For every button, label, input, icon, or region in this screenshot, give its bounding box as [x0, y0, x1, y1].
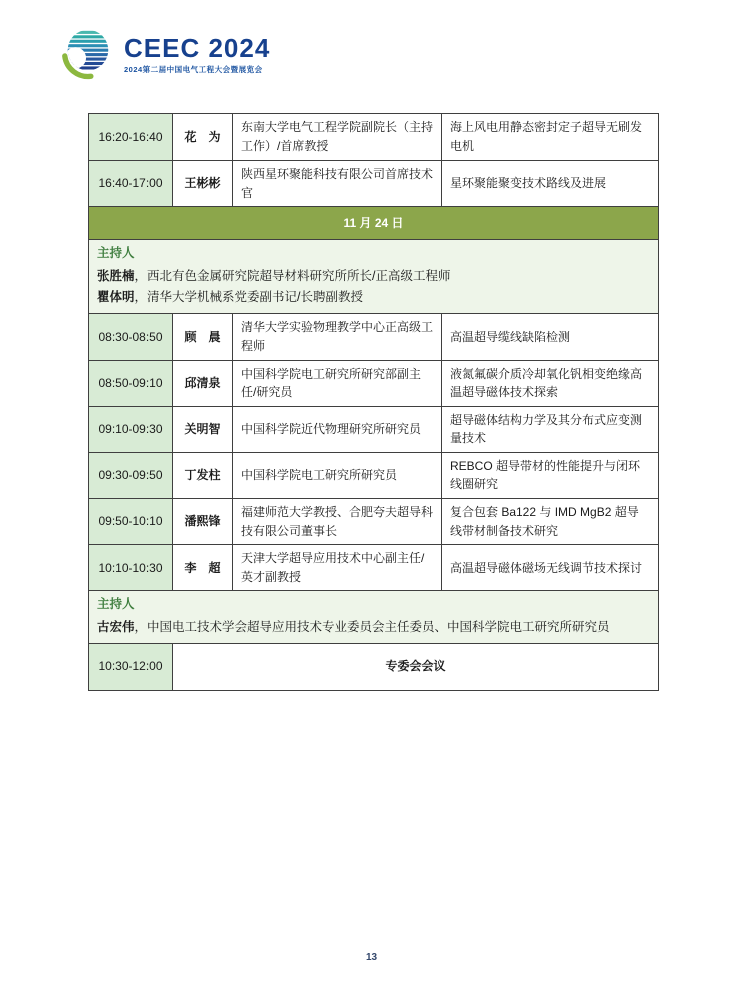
chair-desc: ，清华大学机械系党委副书记/长聘副教授 — [134, 290, 363, 305]
chair-name: 张胜楠 — [97, 268, 135, 283]
speaker-name-cell: 花 为 — [173, 114, 233, 161]
speaker-name-cell: 顾 晨 — [173, 314, 233, 360]
globe-logo-icon — [58, 26, 116, 84]
chair-label: 主持人 — [97, 597, 135, 612]
speaker-title-cell: 中国科学院电工研究所研究部副主任/研究员 — [233, 360, 442, 406]
ceec-logo — [58, 26, 270, 84]
table-row — [89, 643, 659, 690]
time-cell: 10:10-10:30 — [89, 545, 173, 591]
schedule-table — [88, 113, 659, 691]
chair-label: 主持人 — [97, 246, 135, 261]
time-cell: 08:30-08:50 — [89, 314, 173, 360]
table-row — [89, 499, 659, 545]
chairs-row — [89, 591, 659, 643]
speaker-title-cell: 中国科学院电工研究所研究员 — [233, 452, 442, 498]
table-row — [89, 452, 659, 498]
time-cell: 16:40-17:00 — [89, 161, 173, 207]
chairs-row — [89, 240, 659, 314]
talk-topic-cell: 高温超导缆线缺陷检测 — [442, 314, 659, 360]
speaker-title-cell: 东南大学电气工程学院副院长（主持工作）/首席教授 — [233, 114, 442, 161]
chair-name: 古宏伟 — [97, 619, 135, 634]
logo-title: CEEC 2024 — [124, 32, 271, 63]
table-row — [89, 314, 659, 360]
time-cell: 10:30-12:00 — [89, 643, 173, 690]
date-header: 11 月 24 日 — [89, 207, 659, 240]
speaker-title-cell: 陕西星环聚能科技有限公司首席技术官 — [233, 161, 442, 207]
table-row — [89, 545, 659, 591]
time-cell: 09:50-10:10 — [89, 499, 173, 545]
speaker-name-cell: 关明智 — [173, 406, 233, 452]
talk-topic-cell: 高温超导磁体磁场无线调节技术探讨 — [442, 545, 659, 591]
speaker-name-cell: 李 超 — [173, 545, 233, 591]
page-number: 13 — [365, 952, 378, 963]
chair-desc: ，西北有色金属研究院超导材料研究所所长/正高级工程师 — [134, 268, 451, 283]
meeting-cell: 专委会会议 — [173, 643, 659, 690]
speaker-name-cell: 潘熙锋 — [173, 499, 233, 545]
chairs-section — [89, 591, 659, 643]
time-cell: 16:20-16:40 — [89, 114, 173, 161]
talk-topic-cell: 液氮氟碳介质冷却氧化钒相变绝缘高温超导磁体技术探索 — [442, 360, 659, 406]
speaker-name-cell: 王彬彬 — [173, 161, 233, 207]
chairs-section — [89, 240, 659, 314]
speaker-title-cell: 福建师范大学教授、合肥夸夫超导科技有限公司董事长 — [233, 499, 442, 545]
time-cell: 08:50-09:10 — [89, 360, 173, 406]
speaker-title-cell: 清华大学实验物理教学中心正高级工程师 — [233, 314, 442, 360]
talk-topic-cell: 超导磁体结构力学及其分布式应变测量技术 — [442, 406, 659, 452]
chair-desc: ，中国电工技术学会超导应用技术专业委员会主任委员、中国科学院电工研究所研究员 — [134, 619, 610, 634]
speaker-title-cell: 天津大学超导应用技术中心副主任/英才副教授 — [233, 545, 442, 591]
chair-person — [97, 617, 650, 639]
date-header-row — [89, 207, 659, 240]
table-row — [89, 114, 659, 161]
talk-topic-cell: 复合包套 Ba122 与 IMD MgB2 超导线带材制备技术研究 — [442, 499, 659, 545]
time-cell: 09:10-09:30 — [89, 406, 173, 452]
chair-person — [97, 266, 650, 288]
speaker-name-cell: 邱清泉 — [173, 360, 233, 406]
speaker-name-cell: 丁发柱 — [173, 452, 233, 498]
table-row — [89, 161, 659, 207]
table-row — [89, 406, 659, 452]
logo-subtitle: 2024第二届中国电气工程大会暨展览会 — [124, 65, 263, 75]
time-cell: 09:30-09:50 — [89, 452, 173, 498]
table-row — [89, 360, 659, 406]
speaker-title-cell: 中国科学院近代物理研究所研究员 — [233, 406, 442, 452]
chair-person — [97, 287, 650, 309]
chair-name: 瞿体明 — [97, 290, 135, 305]
talk-topic-cell: 海上风电用静态密封定子超导无刷发电机 — [442, 114, 659, 161]
talk-topic-cell: 星环聚能聚变技术路线及进展 — [442, 161, 659, 207]
talk-topic-cell: REBCO 超导带材的性能提升与闭环线圈研究 — [442, 452, 659, 498]
